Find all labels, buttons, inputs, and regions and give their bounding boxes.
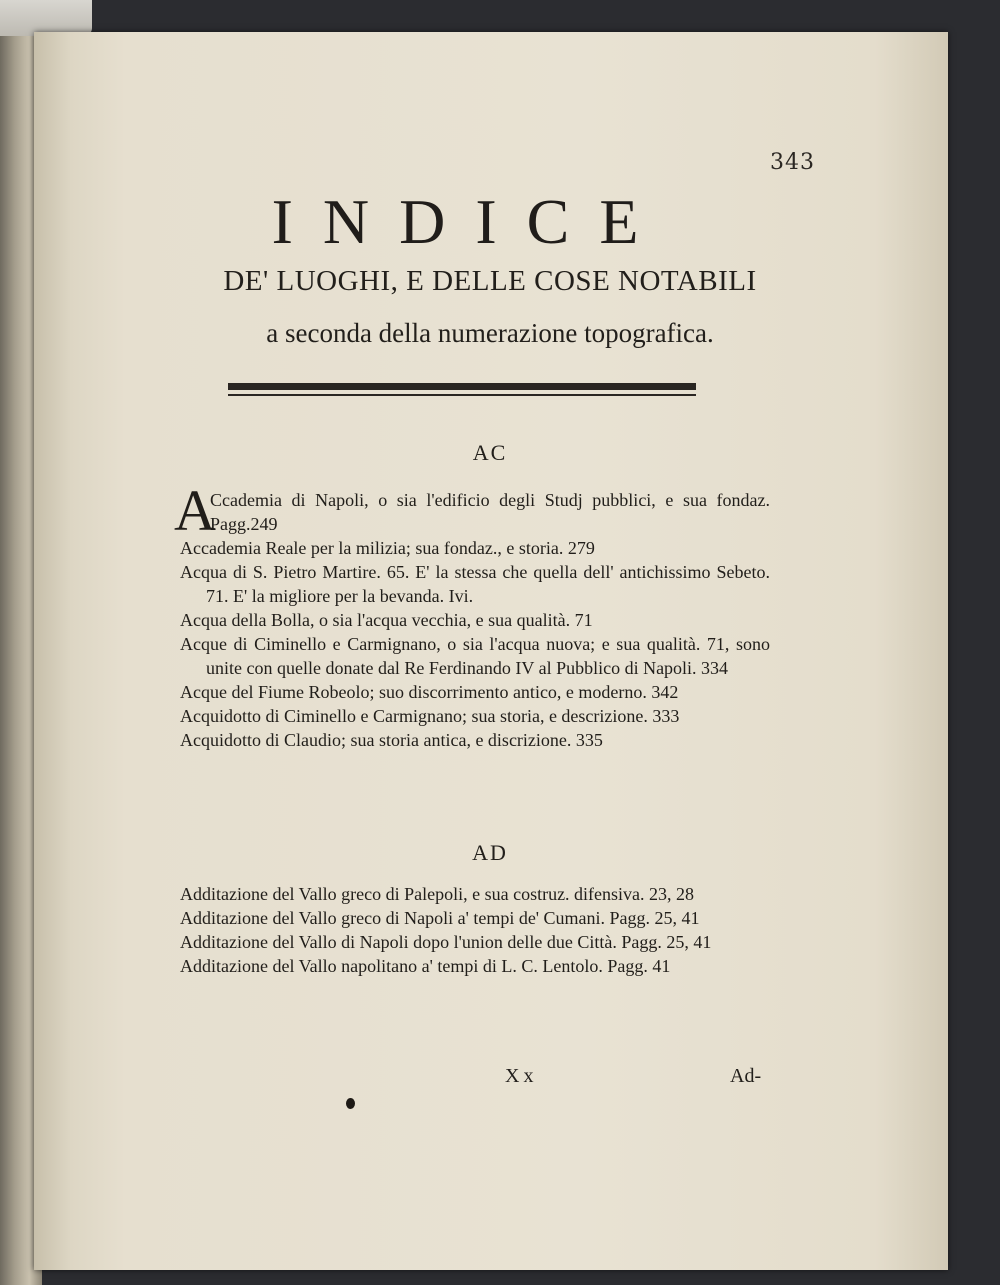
- index-entry: Acqua della Bolla, o sia l'acqua vecchia, e sua qualità. 71: [180, 610, 593, 630]
- section-ad-entries: [180, 882, 770, 978]
- drop-cap: A: [174, 478, 216, 543]
- ink-spot: [346, 1098, 355, 1109]
- index-entry: Accademia Reale per la milizia; sua fondaz., e storia. 279: [180, 538, 595, 558]
- index-entry: Acquidotto di Claudio; sua storia antica, e discrizione. 335: [180, 730, 603, 750]
- index-entry: Acquidotto di Ciminello e Carmignano; sua storia, e descrizione. 333: [180, 706, 680, 726]
- index-entry: Additazione del Vallo greco di Napoli a' tempi de' Cumani. Pagg. 25, 41: [180, 908, 700, 928]
- section-ac-entries: [174, 478, 770, 752]
- entry-text: Ccademia di Napoli, o sia l'edificio degli Studj pubblici, e sua fondaz. Pagg.249: [210, 490, 770, 534]
- page-title: INDICE: [271, 186, 669, 257]
- index-entry: Additazione del Vallo greco di Palepoli, e sua costruz. difensiva. 23, 28: [180, 884, 695, 904]
- section-heading-ac: AC: [472, 440, 508, 465]
- signature-mark: Xx: [505, 1065, 538, 1087]
- index-entry: Acque di Ciminello e Carmignano, o sia l'acqua nuova; e sua qualità. 71, sono unite con quelle donate dal Re Ferdinando IV al Pubblico di Napoli. 334: [180, 634, 770, 678]
- index-entry: Additazione del Vallo di Napoli dopo l'union delle due Città. Pagg. 25, 41: [180, 932, 712, 952]
- index-entry: Acque del Fiume Robeolo; suo discorrimento antico, e moderno. 342: [180, 682, 679, 702]
- page-number: 343: [770, 150, 815, 175]
- subtitle-line-1: DE' LUOGHI, E DELLE COSE NOTABILI: [223, 265, 757, 297]
- title-rule-thick: [228, 383, 696, 390]
- section-heading-ad: AD: [472, 840, 508, 865]
- catchword: Ad-: [730, 1065, 762, 1087]
- index-entry: Additazione del Vallo napolitano a' tempi di L. C. Lentolo. Pagg. 41: [180, 956, 671, 976]
- left-page-corner: [0, 0, 92, 36]
- title-rule-thin: [228, 394, 696, 396]
- index-entry: Acqua di S. Pietro Martire. 65. E' la stessa che quella dell' antichissimo Sebeto. 71. E' la migliore per la bevanda. Ivi.: [180, 562, 770, 606]
- index-entry: [174, 478, 770, 543]
- subtitle-line-2: a seconda della numerazione topografica.: [266, 318, 714, 348]
